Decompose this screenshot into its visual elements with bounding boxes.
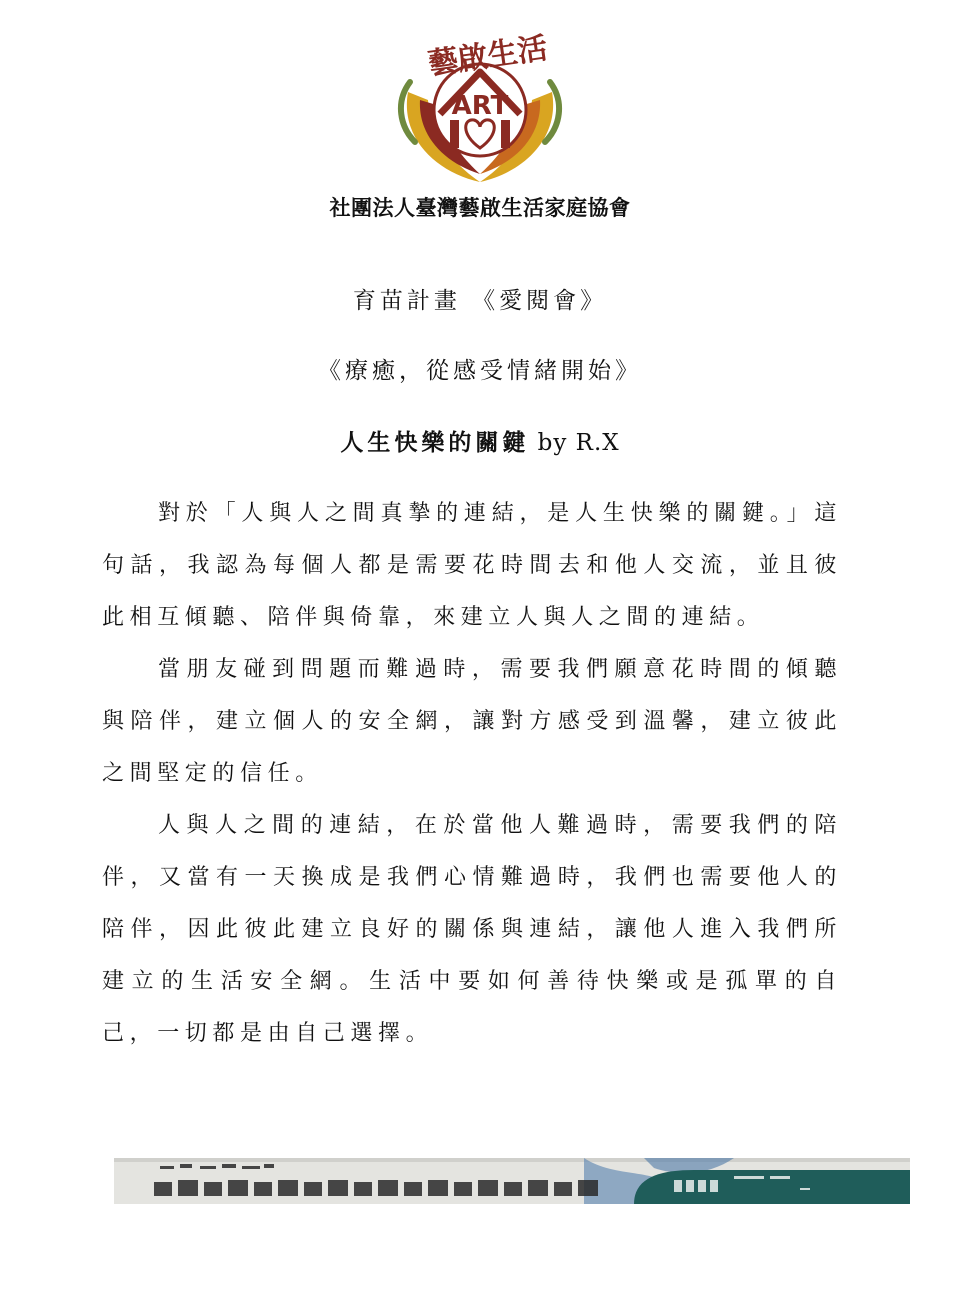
logo-graphic <box>380 22 580 192</box>
association-logo <box>380 22 580 192</box>
paragraph-2: 當朋友碰到問題而難過時，需要我們願意花時間的傾聽與陪伴，建立個人的安全網，讓對方感受到溫馨，建立彼此之間堅定的信任。 <box>102 657 842 786</box>
book-cover-photo-strip <box>114 1158 910 1204</box>
article-heading <box>0 424 960 457</box>
logo-text: 藝啟生活 <box>425 30 550 83</box>
article-title: 人生快樂的關鍵 <box>340 429 530 456</box>
paragraph-3: 人與人之間的連結，在於當他人難過時，需要我們的陪伴，又當有一天換成是我們心情難過時，我們也需要他人的陪伴，因此彼此建立良好的關係與連結，讓他人進入我們所建立的生活安全網。生活中要如何善待快樂或是孤單的自己，一切都是由自己選擇。 <box>102 813 842 1046</box>
organization-name: 社團法人臺灣藝啟生活家庭協會 <box>329 196 631 220</box>
program-title: 育苗計畫 《愛閱會》 <box>352 288 608 314</box>
book-cover-image <box>114 1158 910 1204</box>
logo-abbr: ART <box>451 91 509 121</box>
byline: by R.X <box>537 430 620 456</box>
article-body <box>102 488 842 1060</box>
theme-title: 《療癒，從感受情緒開始》 <box>318 358 642 384</box>
paragraph-1: 對於「人與人之間真摯的連結，是人生快樂的關鍵。」這句話，我認為每個人都是需要花時間去和他人交流，並且彼此相互傾聽、陪伴與倚靠，來建立人與人之間的連結。 <box>102 501 842 630</box>
